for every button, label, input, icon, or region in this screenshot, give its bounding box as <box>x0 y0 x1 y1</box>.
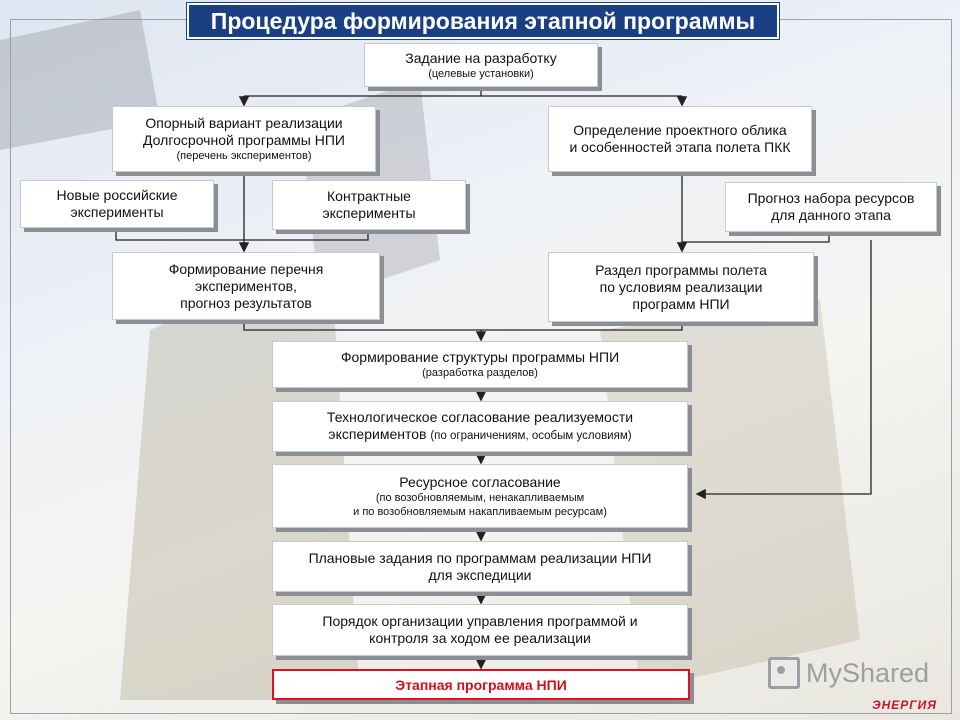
node-reference-sub: (перечень экспериментов) <box>176 150 312 162</box>
node-section <box>548 252 814 322</box>
node-tech-line1: Технологическое согласование реализуемости <box>326 408 634 425</box>
line-contract <box>244 230 368 240</box>
line-formlist-down <box>244 320 481 330</box>
node-plan-line2: для экспедиции <box>428 566 532 583</box>
node-section-line2: по условиям реализации <box>599 278 763 295</box>
node-tech <box>272 401 688 452</box>
node-forecast-line1: Прогноз набора ресурсов <box>747 190 915 206</box>
node-section-line3: программ НПИ <box>632 295 730 312</box>
node-section-line1: Раздел программы полета <box>595 261 767 278</box>
node-order-line1: Порядок организации управления программой и <box>322 613 638 629</box>
title-banner <box>187 3 779 39</box>
node-structure <box>272 341 688 388</box>
node-contract-line2: эксперименты <box>322 205 416 221</box>
node-formlist <box>112 252 380 320</box>
node-order <box>272 604 688 656</box>
node-formlist-line1: Формирование перечня <box>168 260 324 277</box>
node-forecast-line2: для данного этапа <box>771 207 891 223</box>
node-order-line2: контроля за ходом ее реализации <box>369 630 591 646</box>
line-section-down <box>481 322 682 330</box>
node-structure-sub: (разработка разделов) <box>422 367 538 379</box>
node-formlist-line2: экспериментов, <box>195 277 297 294</box>
node-resource-sub1: (по возобновляемым, ненакапливаемым <box>375 491 585 504</box>
node-tech-line2: экспериментов <box>328 425 427 442</box>
node-task-sub: (целевые установки) <box>428 67 534 80</box>
node-formlist-line3: прогноз результатов <box>180 294 312 311</box>
node-contract-line1: Контрактные <box>327 188 411 204</box>
node-design <box>548 106 812 172</box>
node-forecast <box>725 182 937 232</box>
node-tech-line2-sub: (по ограничениям, особым условиям) <box>430 429 632 442</box>
node-plan-line1: Плановые задания по программам реализации НПИ <box>308 549 652 566</box>
node-final <box>272 669 690 700</box>
myshared-watermark <box>768 657 929 689</box>
myshared-text: MyShared <box>806 657 930 688</box>
line-russian <box>116 228 244 240</box>
node-final-label: Этапная программа НПИ <box>395 676 567 693</box>
node-reference <box>112 106 376 172</box>
myshared-logo-icon <box>768 657 800 689</box>
node-plan <box>272 541 688 592</box>
node-reference-line2: Долгосрочной программы НПИ <box>143 132 345 148</box>
node-russian <box>20 180 214 228</box>
node-structure-label: Формирование структуры программы НПИ <box>340 349 620 365</box>
page-title: Процедура формирования этапной программы <box>210 7 756 34</box>
node-russian-line1: Новые российские <box>56 187 178 203</box>
energia-brand: ЭНЕРГИЯ <box>872 698 938 712</box>
node-task <box>364 43 598 87</box>
node-reference-line1: Опорный вариант реализации <box>145 115 343 131</box>
node-resource-sub2: и по возобновляемым накапливаемым ресурсам) <box>353 505 607 518</box>
node-design-line2: и особенностей этапа полета ПКК <box>569 139 791 155</box>
node-contract <box>272 180 466 230</box>
node-task-label: Задание на разработку <box>405 49 557 66</box>
node-russian-line2: эксперименты <box>70 204 164 220</box>
line-forecast-merge <box>682 232 829 242</box>
node-design-line1: Определение проектного облика <box>573 122 787 138</box>
node-resource-label: Ресурсное согласование <box>399 473 561 490</box>
node-resource <box>272 464 688 528</box>
